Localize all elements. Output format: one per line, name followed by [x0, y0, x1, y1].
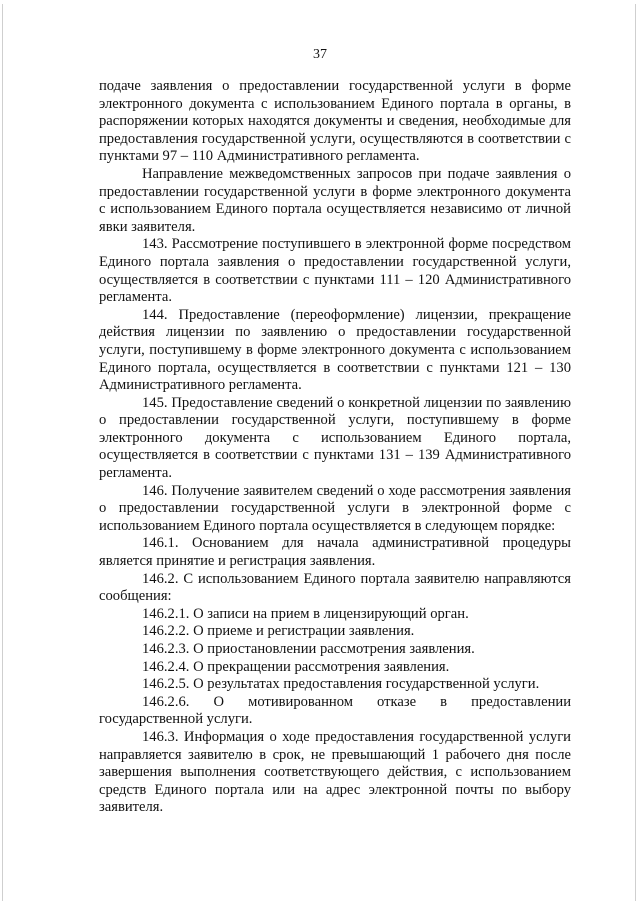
paragraph-146-2-5: 146.2.5. О результатах предоставления государственной услуги.: [142, 676, 540, 693]
paragraph-146-2-2: 146.2.2. О приеме и регистрации заявления.: [142, 623, 415, 640]
paragraph-143: 143. Рассмотрение поступившего в электронной форме посредством Единого портала заявления о предоставлении государственной услуги, осуществляется в соответствии с пунктами 111 – 120 Административного регламента.: [99, 236, 571, 306]
paragraph-146-2-4: 146.2.4. О прекращении рассмотрения заявления.: [142, 658, 450, 675]
page-number: 37: [313, 47, 327, 62]
paragraph-interagency-requests: Направление межведомственных запросов при подаче заявления о предоставлении государственной услуги в форме электронного документа с использованием Единого портала осуществляется независимо от личной явки заявителя.: [99, 165, 571, 235]
paragraph-146-2-6: 146.2.6. О мотивированном отказе в предоставлении государственной услуги.: [99, 693, 571, 728]
paragraph-146-2-1: 146.2.1. О записи на прием в лицензирующий орган.: [142, 605, 469, 622]
paragraph-144: 144. Предоставление (переоформление) лицензии, прекращение действия лицензии по заявлению о предоставлении государственной услуги, поступившему в форме электронного документа с использованием Единого портала, осуществляется в соответствии с пунктами 121 – 130 Административного регламента.: [99, 306, 571, 394]
paragraph-146-2: 146.2. С использованием Единого портала заявителю направляются сообщения:: [99, 570, 571, 605]
paragraph-146: 146. Получение заявителем сведений о ходе рассмотрения заявления о предоставлении государственной услуги в электронной форме с использованием Единого портала осуществляется в следующем порядке:: [99, 482, 571, 534]
paragraph-continuation: подаче заявления о предоставлении государственной услуги в форме электронного документа с использованием Единого портала в органы, в распоряжении которых находятся документы и сведения, необходимые для предоставления государственной услуги, осуществляются в соответствии с пунктами 97 – 110 Административного регламента.: [99, 78, 571, 165]
document-body: [99, 78, 571, 817]
paragraph-146-2-3: 146.2.3. О приостановлении рассмотрения заявления.: [142, 641, 475, 657]
paragraph-146-1: 146.1. Основанием для начала административной процедуры является принятие и регистрация заявления.: [99, 535, 571, 570]
paragraph-145: 145. Предоставление сведений о конкретной лицензии по заявлению о предоставлении государственной услуги, поступившему в форме электронного документа с использованием Единого портала, осуществляется в соответствии с пунктами 131 – 139 Административного регламента.: [99, 394, 571, 482]
paragraph-146-3: 146.3. Информация о ходе предоставления государственной услуги направляется заявителю в срок, не превышающий 1 рабочего дня после завершения выполнения соответствующего действия, с использованием средств Единого портала или на адрес электронной почты по выбору заявителя.: [99, 728, 571, 816]
